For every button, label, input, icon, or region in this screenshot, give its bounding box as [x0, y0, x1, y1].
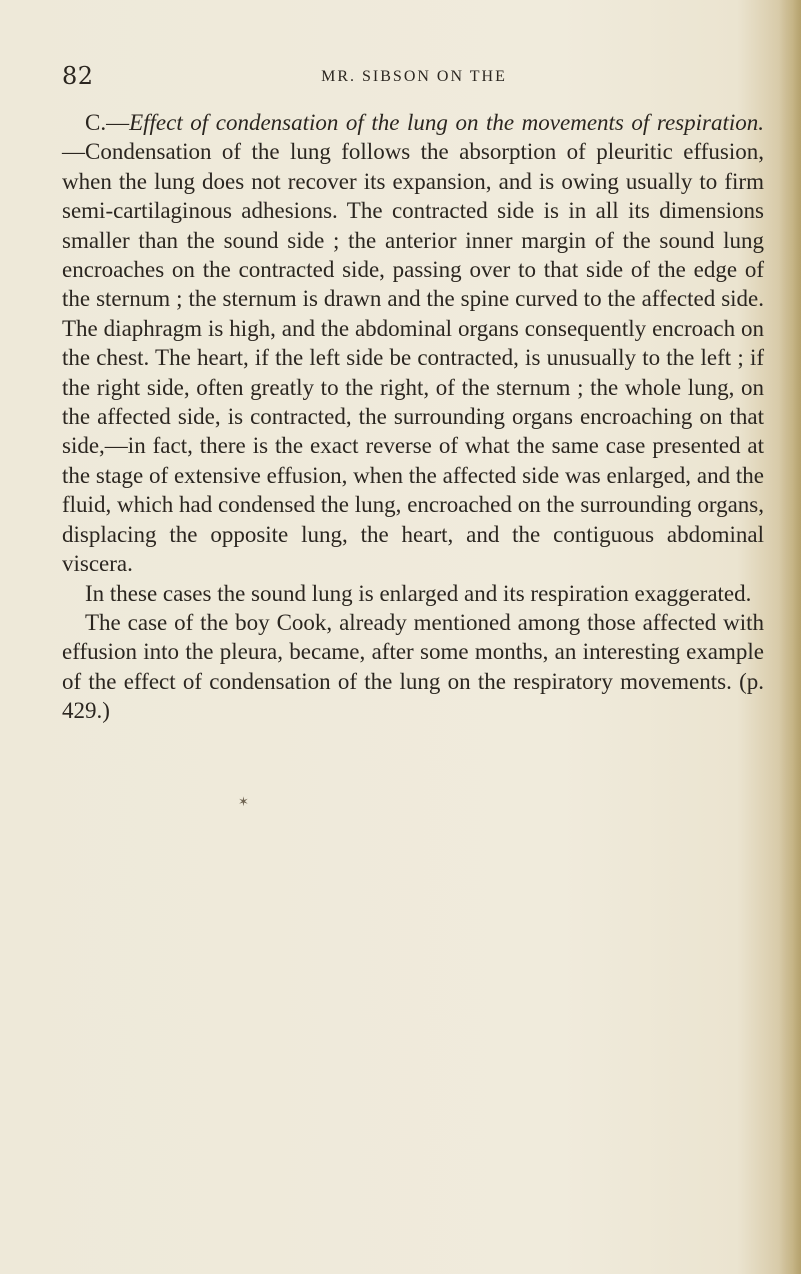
page-edge-shadow: [779, 0, 801, 1274]
section-body: [62, 108, 764, 726]
page-number: 82: [62, 62, 94, 90]
paragraph-1-text: —Condensation of the lung follows the absorption of pleuritic effusion, when the lung does not recover its expansion, and is owing usually to firm semi-cartilaginous adhesions. The contracted side is in all its dimensions smaller than the sound side ; the anterior inner margin of the sound lung encroaches on the contracted side, passing over to that side of the edge of the sternum ; the sternum is drawn and the spine curved to the affected side. The diaphragm is high, and the abdominal organs consequently encroach on the chest. The heart, if the left side be contracted, is unusually to the left ; if the right side, often greatly to the right, of the sternum ; the whole lung, on the affected side, is contracted, the surrounding organs encroaching on that side,—in fact, there is the exact reverse of what the same case presented at the stage of extensive effusion, when the affected side was enlarged, and the fluid, which had condensed the lung, encroached on the surrounding organs, displacing the opposite lung, the heart, and the contiguous abdominal viscera.: [62, 139, 764, 577]
paragraph-1: [62, 108, 764, 579]
section-label: C.: [85, 110, 107, 135]
section-label-dash: —: [106, 110, 130, 135]
section-title: Effect of condensation of the lung on the movements of respiration.: [129, 110, 764, 135]
page-header: [62, 62, 766, 92]
paragraph-3: The case of the boy Cook, already mentioned among those affected with effusion into the pleura, became, after some months, an interesting example of the effect of condensation of the lung on the respiratory movements. (p. 429.): [62, 609, 764, 724]
paragraph-2: In these cases the sound lung is enlarged and its respiration exaggerated.: [85, 580, 752, 606]
running-head: MR. SIBSON ON THE: [321, 68, 507, 85]
ink-speck: ✶: [238, 795, 249, 810]
